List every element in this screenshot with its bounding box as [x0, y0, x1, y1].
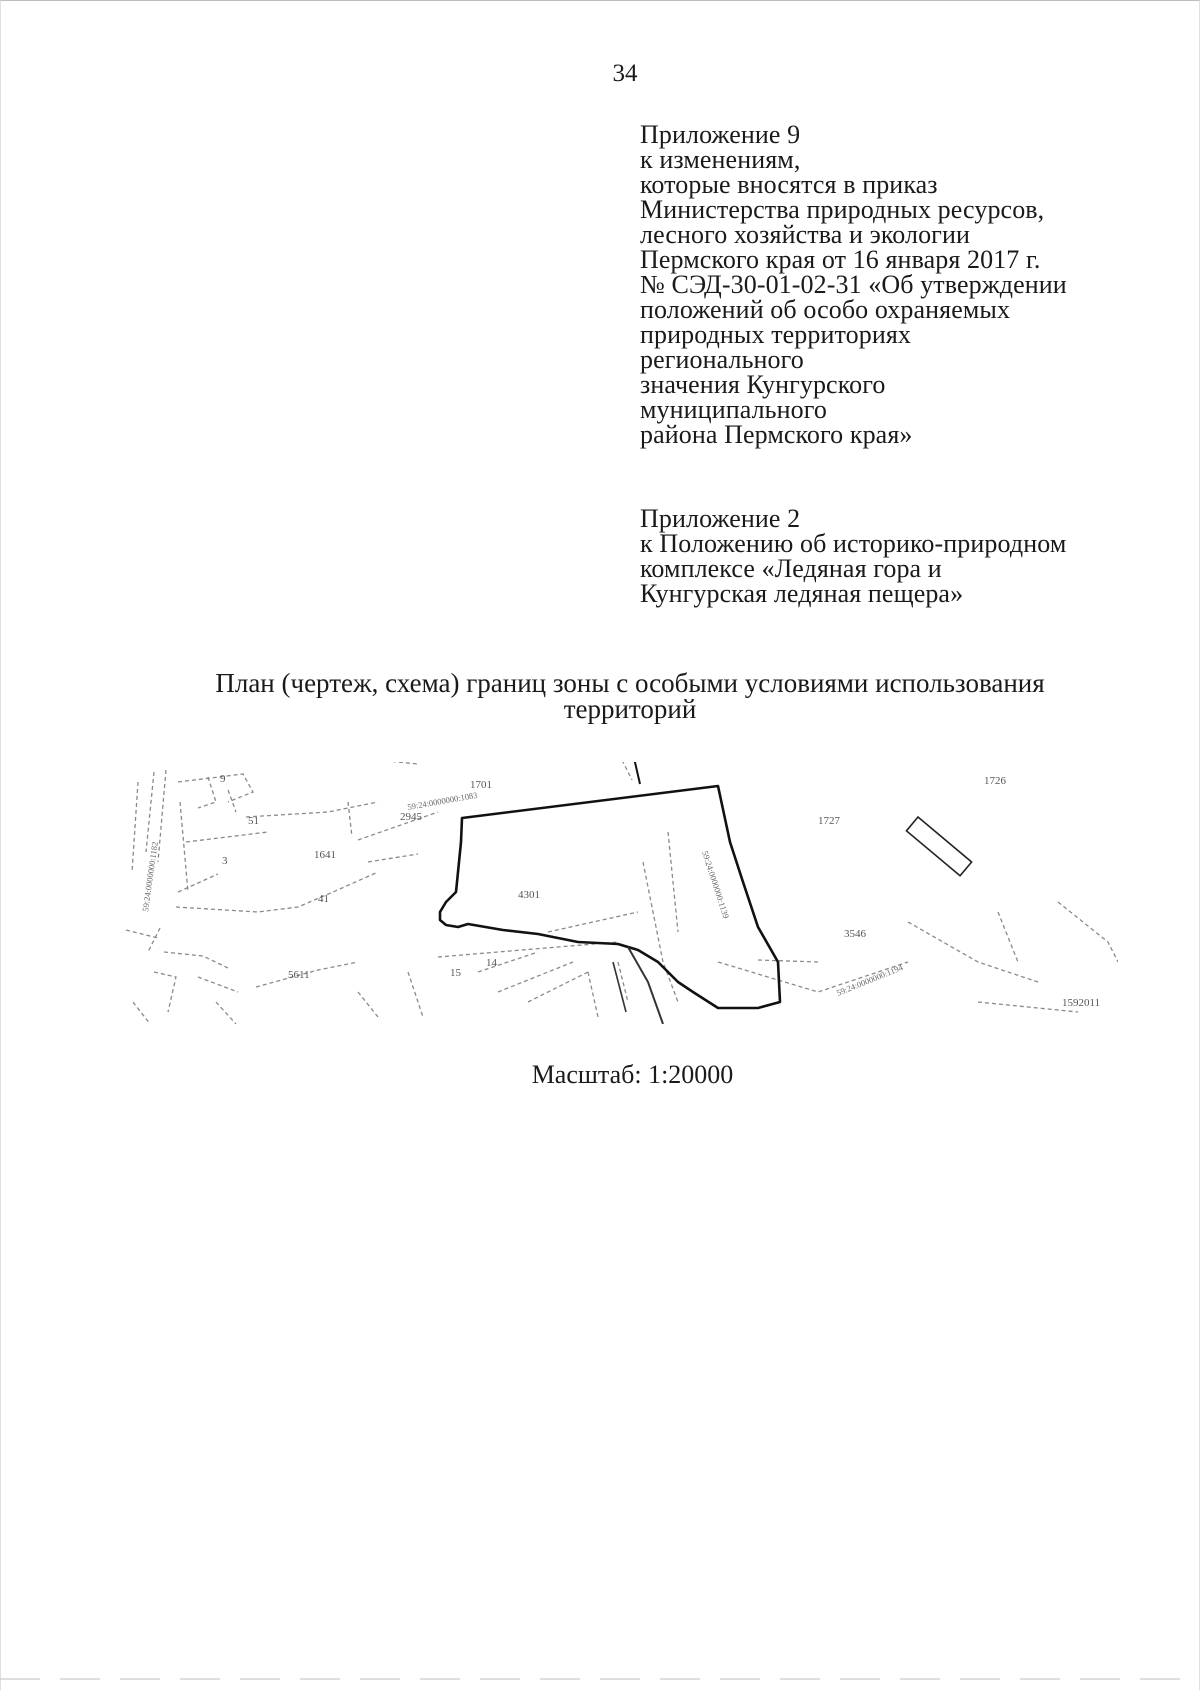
page-number: 34 [612, 60, 638, 87]
appendix-9-line: Приложение 9 [640, 120, 801, 149]
appendix-9-line: лесного хозяйства и экологии [640, 220, 970, 249]
appendix-9-line: к изменениям, [640, 145, 801, 174]
parcel-label: 1641 [314, 849, 336, 861]
appendix-9-line: природных территориях [640, 320, 911, 349]
appendix-9-line: № СЭД-30-01-02-31 «Об утверждении [640, 270, 1067, 299]
boundary-map [118, 762, 1118, 1024]
parcel-labels [220, 773, 1100, 1009]
parcel-label: 51 [248, 815, 259, 827]
plan-title-line-1: План (чертеж, схема) границ зоны с особыми условиями использования [215, 668, 1045, 698]
parcel-label: 1727 [818, 815, 840, 827]
parcel-label: 9 [220, 773, 226, 785]
road-label: 59:24:0000000:1194 [835, 962, 905, 998]
appendix-9-line: Министерства природных ресурсов, [640, 195, 1045, 224]
parcel-label: 1726 [984, 775, 1006, 787]
road-curve [628, 947, 663, 1024]
scan-artifact [0, 1678, 1200, 1680]
parcel-label: 4301 [518, 889, 540, 901]
parcel-label: 41 [318, 893, 329, 905]
zone-boundary [440, 786, 780, 1008]
boundary-tick [634, 762, 640, 784]
parcel-label: 3546 [844, 928, 866, 940]
rectangular-parcel [906, 817, 971, 876]
appendix-2-line: к Положению об историко-природном [640, 529, 1067, 558]
appendix-9-block [640, 122, 1067, 447]
appendix-2-line: Приложение 2 [640, 504, 801, 533]
parcel-label: 1701 [470, 779, 492, 791]
appendix-9-line: положений об особо охраняемых [640, 295, 1011, 324]
parcel-label: 1592011 [1062, 997, 1101, 1009]
appendix-2-block [640, 506, 1066, 606]
road-label: 59:24:0000000:1182 [140, 841, 160, 913]
road-label: 59:24:0000000:1139 [700, 849, 732, 920]
parcel-label: 2945 [400, 811, 422, 823]
appendix-9-line: Пермского края от 16 января 2017 г. [640, 245, 1041, 274]
appendix-9-line: значения Кунгурского [640, 370, 886, 399]
plan-title-line-2: территорий [563, 694, 697, 724]
parcel-label: 14 [486, 957, 497, 969]
boundary-map-svg [118, 762, 1118, 1024]
appendix-2-line: Кунгурская ледяная пещера» [640, 579, 964, 608]
appendix-9-line: муниципального [640, 395, 827, 424]
appendix-9-line: района Пермского края» [640, 420, 913, 449]
cadastral-lines [126, 762, 1118, 1024]
appendix-2-line: комплексе «Ледяная гора и [640, 554, 942, 583]
parcel-label: 15 [450, 967, 461, 979]
appendix-9-line: регионального [640, 345, 804, 374]
road-label: 59:24:0000000:1083 [406, 789, 479, 812]
plan-title [170, 670, 1090, 722]
parcel-label: 5611 [288, 969, 310, 981]
appendix-9-line: которые вносятся в приказ [640, 170, 938, 199]
scale-label: Масштаб: 1:20000 [531, 1060, 734, 1089]
parcel-label: 3 [222, 855, 228, 867]
